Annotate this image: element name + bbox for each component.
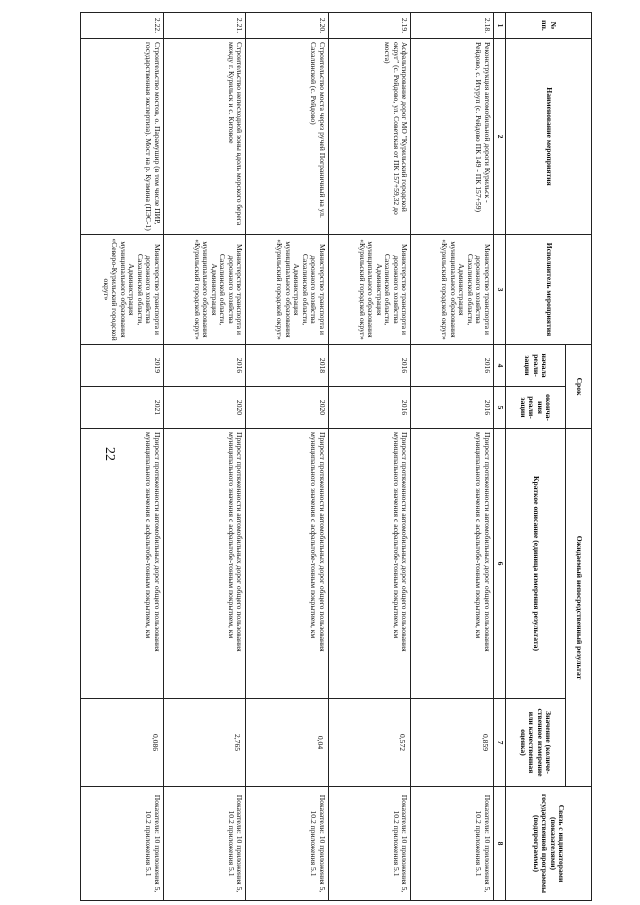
row-executor: Министерство транспорта и дорожного хозяйства Сахалинской области, Администрация муниципального образования «Курильский городской округ» bbox=[246, 235, 329, 345]
row-name: Строительство мостов, о. Парамушир (в том числе ПИР, государственная экспертиза). Мост на р. Кузмина (ПЭС-1) bbox=[81, 39, 164, 235]
row-start: 2016 bbox=[411, 345, 494, 387]
table-row bbox=[328, 13, 411, 901]
row-end: 2021 bbox=[81, 387, 164, 429]
col-number: 2 bbox=[494, 39, 506, 235]
col-number: 8 bbox=[494, 787, 506, 901]
row-link: Показатели: 10 приложения 5, 10.2 приложения 5.1 bbox=[163, 787, 246, 901]
row-description: Прирост протяженности автомобильных дорог общего пользования муниципального значения с асфальтобе-тонным покрытием, км bbox=[328, 429, 411, 699]
row-value: 0,04 bbox=[246, 699, 329, 787]
header-link: Связь с индикаторами (показателями) государственной программы (подпрограммы) bbox=[506, 787, 592, 901]
col-number: 1 bbox=[494, 13, 506, 39]
row-executor: Министерство транспорта и дорожного хозяйства Сахалинской области, Администрация муниципального образования «Курильский городской округ» bbox=[328, 235, 411, 345]
row-link: Показатели: 10 приложения 5, 10.2 приложения 5.1 bbox=[246, 787, 329, 901]
row-description: Прирост протяженности автомобильных дорог общего пользования муниципального значения с асфальтобе-тонным покрытием, км bbox=[163, 429, 246, 699]
header-term: Срок bbox=[566, 345, 592, 429]
rotated-table-page bbox=[80, 12, 592, 900]
row-value: 0,086 bbox=[81, 699, 164, 787]
row-start: 2016 bbox=[163, 345, 246, 387]
row-start: 2018 bbox=[246, 345, 329, 387]
header-result: Ожидаемый непосредственный результат bbox=[566, 429, 592, 787]
row-name: Строительство моста через ручей Пограничный на ул. Сахалинской (с. Рейдово) bbox=[246, 39, 329, 235]
row-executor: Министерство транспорта и дорожного хозяйства Сахалинской области, Администрация муниципального образования «Курильский городской округ» bbox=[411, 235, 494, 345]
table-row bbox=[81, 13, 164, 901]
row-name: Реконструкция автомобильной дороги Курильск - Рейдово, с. Итуруп (с. Рейдово ПК 149 - ПК 157+59) bbox=[411, 39, 494, 235]
row-name: Асфальтирование дорог МО "Курильский городской округ" (с. Рейдово, ул. Советская от ПК 157+59,32 до моста) bbox=[328, 39, 411, 235]
row-link: Показатели: 10 приложения 5, 10.2 приложения 5.1 bbox=[81, 787, 164, 901]
row-start: 2016 bbox=[328, 345, 411, 387]
row-value: 0,572 bbox=[328, 699, 411, 787]
col-number: 4 bbox=[494, 345, 506, 387]
header-start: начала реали-зации bbox=[506, 345, 566, 387]
col-number: 7 bbox=[494, 699, 506, 787]
col-number: 3 bbox=[494, 235, 506, 345]
row-description: Прирост протяженности автомобильных дорог общего пользования муниципального значения с асфальтобе-тонным покрытием, км bbox=[246, 429, 329, 699]
row-value: 2,765 bbox=[163, 699, 246, 787]
row-executor: Министерство транспорта и дорожного хозяйства Сахалинской области, Администрация муниципального образования «Курильский городской округ» bbox=[163, 235, 246, 345]
header-end: оконча-ния реали-зации bbox=[506, 387, 566, 429]
table-row bbox=[163, 13, 246, 901]
col-number: 5 bbox=[494, 387, 506, 429]
row-end: 2016 bbox=[328, 387, 411, 429]
header-value: Значение (количе-ственное измерение или качественная оценка) bbox=[506, 699, 566, 787]
row-value: 0,859 bbox=[411, 699, 494, 787]
table-row bbox=[246, 13, 329, 901]
row-end: 2020 bbox=[246, 387, 329, 429]
column-number-row bbox=[494, 13, 506, 901]
header-description: Краткое описание (единица измерения результата) bbox=[506, 429, 566, 699]
row-link: Показатели: 10 приложения 5, 10.2 приложения 5.1 bbox=[328, 787, 411, 901]
row-num: 2.20. bbox=[246, 13, 329, 39]
row-end: 2020 bbox=[163, 387, 246, 429]
row-end: 2016 bbox=[411, 387, 494, 429]
row-start: 2019 bbox=[81, 345, 164, 387]
row-num: 2.22. bbox=[81, 13, 164, 39]
measures-table bbox=[80, 12, 592, 901]
page-number: 22 bbox=[102, 447, 117, 461]
header-num: № пп. bbox=[506, 13, 592, 39]
col-number: 6 bbox=[494, 429, 506, 699]
table-row bbox=[411, 13, 494, 901]
row-executor: Министерство транспорта и дорожного хозяйства Сахалинской области, Администрация муниципального образования «Северо-Курильский городской округ» bbox=[81, 235, 164, 345]
row-description: Прирост протяженности автомобильных дорог общего пользования муниципального значения с асфальтобе-тонным покрытием, км bbox=[81, 429, 164, 699]
row-link: Показатели: 10 приложения 5, 10.2 приложения 5.1 bbox=[411, 787, 494, 901]
row-num: 2.18. bbox=[411, 13, 494, 39]
row-num: 2.19. bbox=[328, 13, 411, 39]
row-name: Строительство непесходной зоны вдоль морского берега между г. Курильск и с. Китовое bbox=[163, 39, 246, 235]
header-executor: Исполнитель мероприятия bbox=[506, 235, 592, 345]
header-name: Наименование мероприятия bbox=[506, 39, 592, 235]
row-description: Прирост протяженности автомобильных дорог общего пользования муниципального значения с асфальтобе-тонным покрытием, км bbox=[411, 429, 494, 699]
row-num: 2.21. bbox=[163, 13, 246, 39]
